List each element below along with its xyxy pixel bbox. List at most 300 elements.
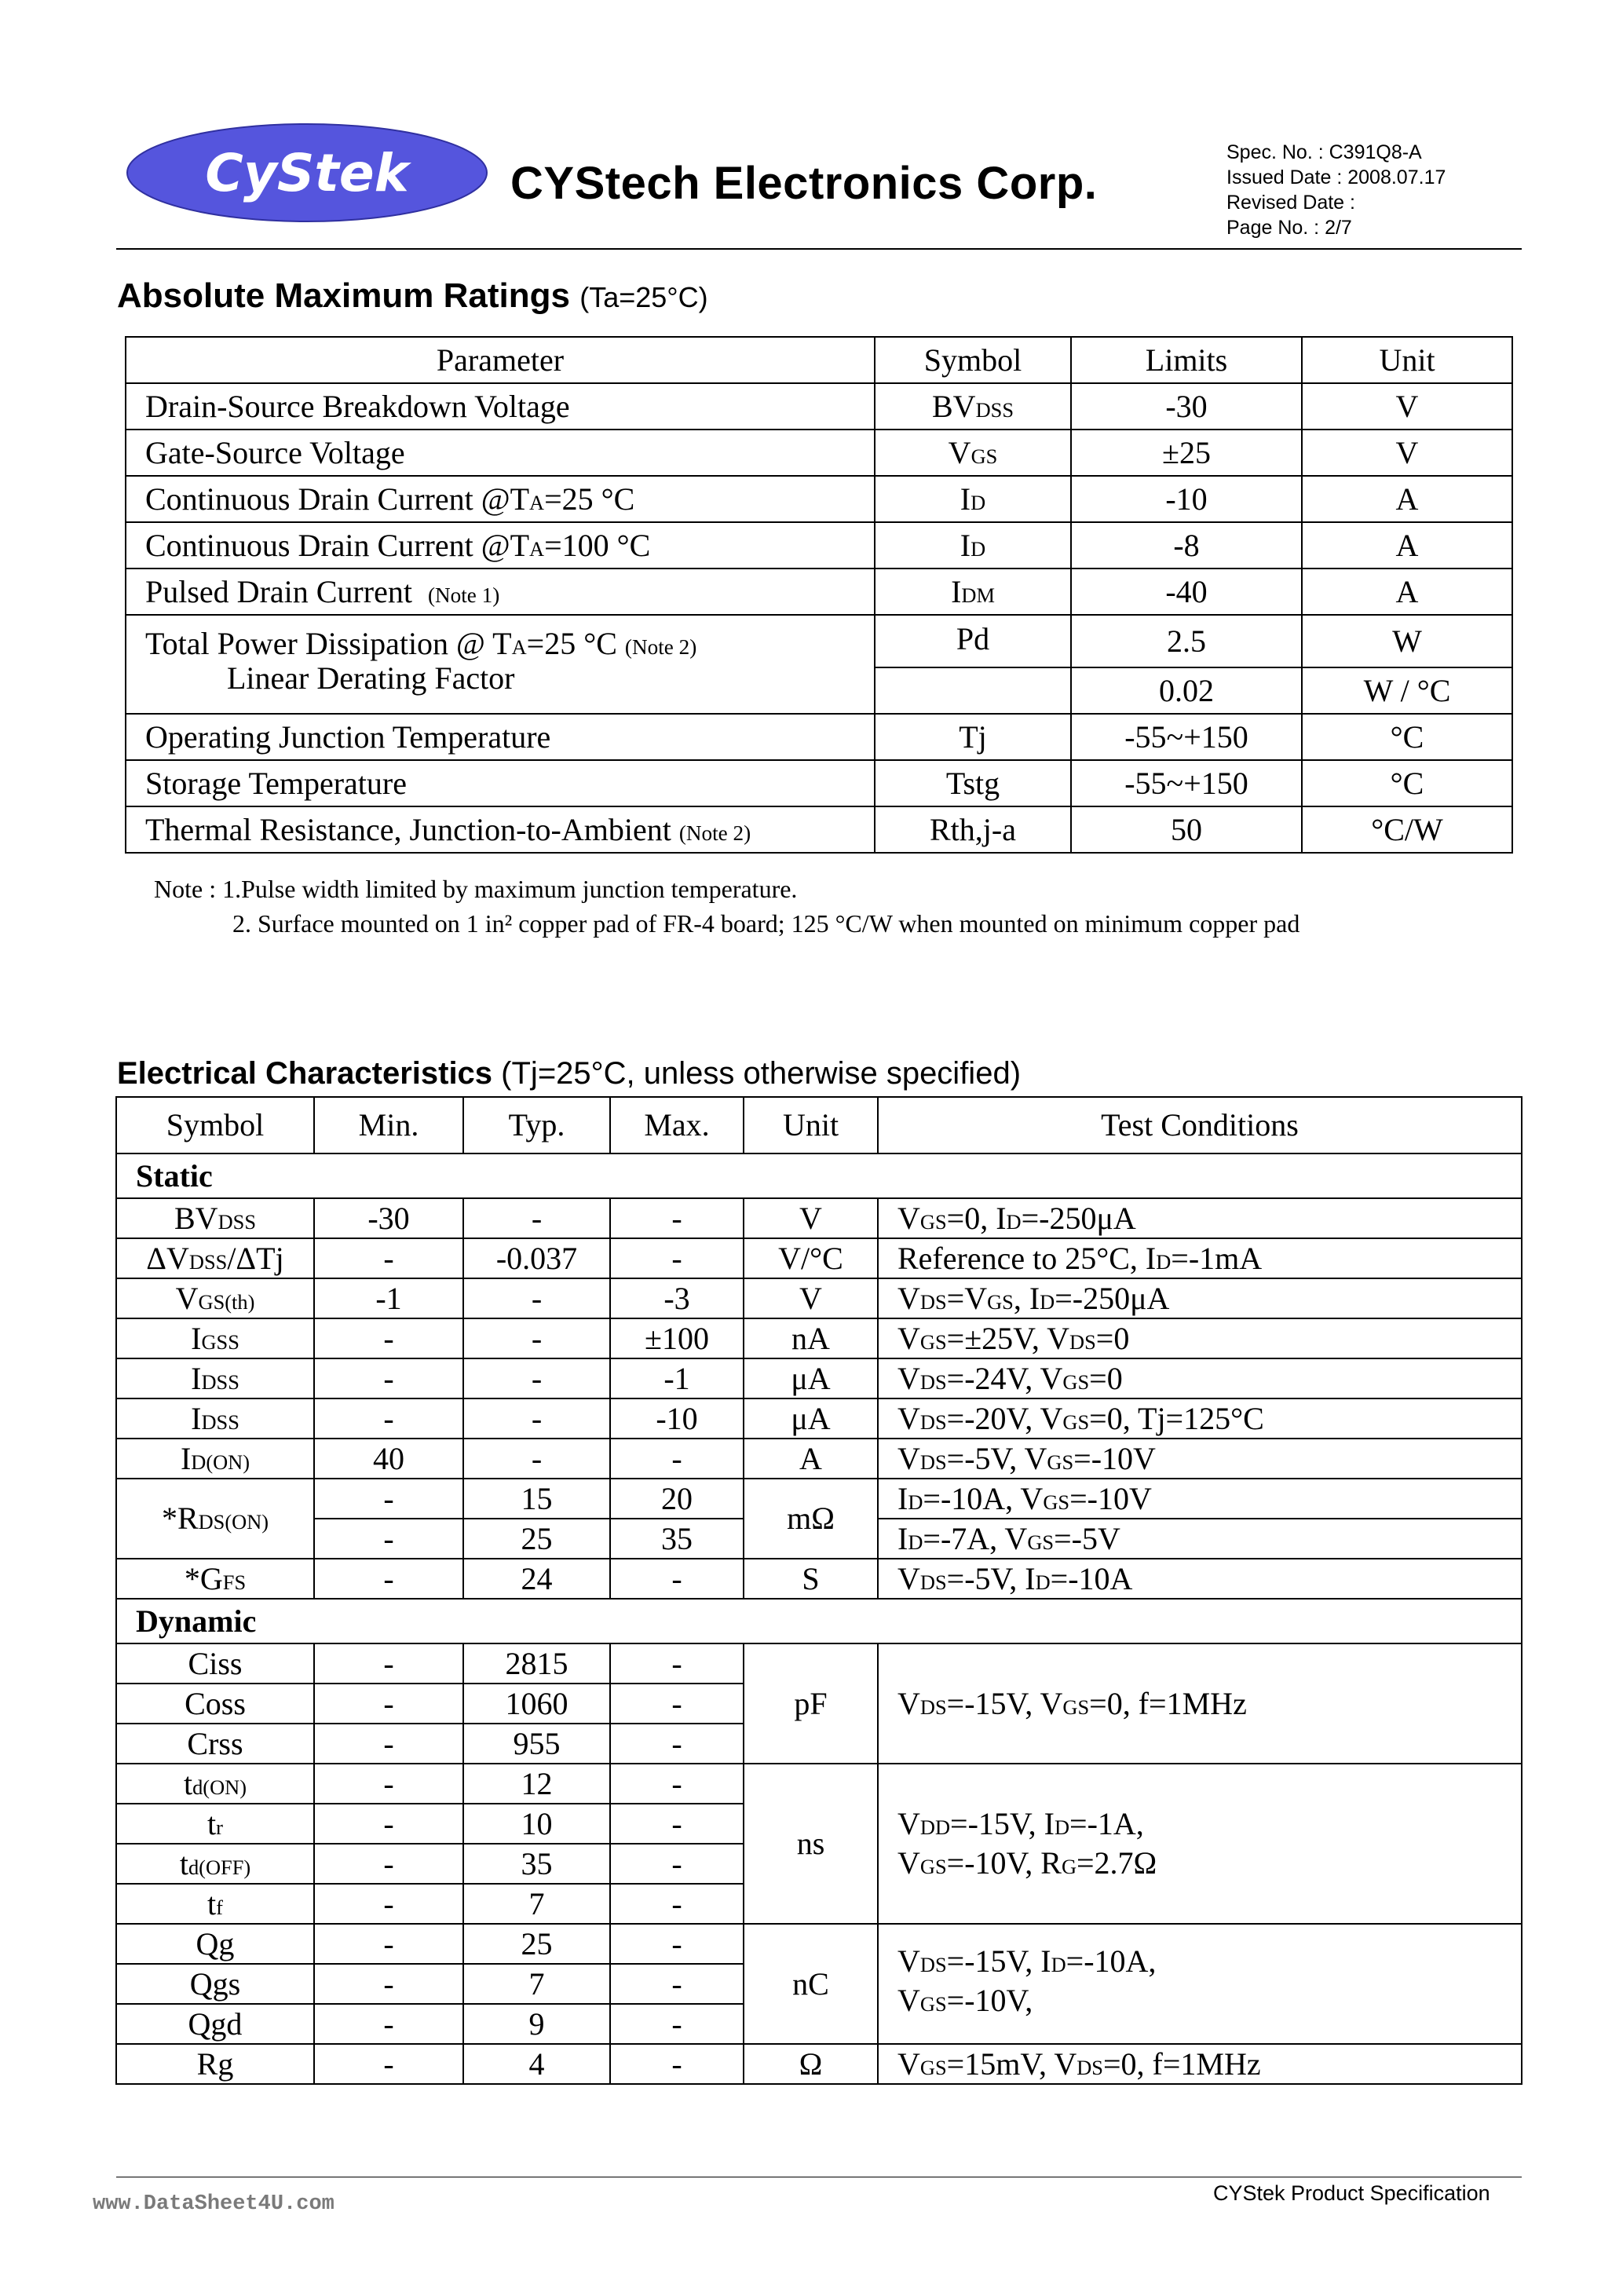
cond-sub: DS bbox=[919, 1570, 947, 1594]
header-divider bbox=[116, 248, 1522, 250]
typ-cell: 12 bbox=[463, 1764, 610, 1804]
max-cell: - bbox=[610, 2044, 744, 2084]
cond-text: I bbox=[897, 1520, 908, 1556]
symbol-sub: DSS bbox=[975, 397, 1014, 422]
min-cell: - bbox=[314, 1764, 463, 1804]
symbol-cell bbox=[875, 476, 1071, 522]
symbol-sub: D bbox=[971, 536, 986, 561]
cond-text: =-10V bbox=[1073, 1440, 1156, 1476]
absolute-max-ratings-table bbox=[125, 336, 1513, 854]
typ-cell: -0.037 bbox=[463, 1238, 610, 1278]
cond-text: =-7A, V bbox=[923, 1520, 1028, 1556]
table-header-row bbox=[116, 1097, 1522, 1153]
param-text: Total Power Dissipation @ T bbox=[145, 626, 512, 661]
table-row bbox=[126, 714, 1512, 760]
max-cell: - bbox=[610, 1198, 744, 1238]
unit-cell: ns bbox=[744, 1764, 878, 1924]
cond-text: =-20V, V bbox=[946, 1400, 1063, 1436]
limit-cell: -10 bbox=[1071, 476, 1302, 522]
table-row bbox=[116, 1238, 1522, 1278]
symbol-sub: D bbox=[971, 490, 986, 514]
min-cell: - bbox=[314, 2004, 463, 2044]
typ-cell: - bbox=[463, 1318, 610, 1358]
cond-text: =0, f=1MHz bbox=[1102, 2046, 1261, 2082]
symbol-cell bbox=[116, 1559, 314, 1599]
condition-cell bbox=[878, 1439, 1522, 1479]
symbol-cell: Qg bbox=[116, 1924, 314, 1964]
condition-cell bbox=[878, 1278, 1522, 1318]
cond-text: =-10A bbox=[1050, 1560, 1133, 1596]
max-cell: - bbox=[610, 1439, 744, 1479]
unit-cell: °C bbox=[1302, 760, 1512, 806]
limit-cell: -55~+150 bbox=[1071, 714, 1302, 760]
unit-cell: μA bbox=[744, 1398, 878, 1439]
cond-sub: DS bbox=[1077, 2055, 1103, 2079]
cond-text: V bbox=[897, 1560, 920, 1596]
table-row bbox=[126, 383, 1512, 430]
table-row bbox=[126, 806, 1512, 853]
cond-sub: DS bbox=[919, 1695, 947, 1719]
symbol-cell bbox=[116, 1358, 314, 1398]
cond-text: =-15V, I bbox=[950, 1806, 1055, 1841]
min-cell: - bbox=[314, 1519, 463, 1559]
page-no: Page No. : 2/7 bbox=[1226, 217, 1352, 239]
cond-text: =-250μA bbox=[1021, 1200, 1136, 1236]
cond-line bbox=[897, 1981, 1521, 2020]
table-row bbox=[126, 476, 1512, 522]
symbol-cell: Tj bbox=[875, 714, 1071, 760]
symbol-sub: D(ON) bbox=[191, 1450, 250, 1474]
param-text: =25 °C bbox=[544, 481, 635, 517]
typ-cell: 4 bbox=[463, 2044, 610, 2084]
unit-cell: V bbox=[1302, 430, 1512, 476]
cond-text: =-10V bbox=[1069, 1480, 1152, 1516]
table-row bbox=[116, 1439, 1522, 1479]
table-row bbox=[126, 569, 1512, 615]
typ-cell: 25 bbox=[463, 1924, 610, 1964]
cond-text: V bbox=[897, 1983, 920, 2018]
param-cell bbox=[126, 806, 875, 853]
cond-sub: GS bbox=[1062, 1695, 1090, 1719]
cond-text: Reference to 25°C, I bbox=[897, 1240, 1157, 1276]
condition-cell bbox=[878, 1559, 1522, 1599]
unit-cell: μA bbox=[744, 1358, 878, 1398]
limit-cell: -8 bbox=[1071, 522, 1302, 569]
unit-cell: S bbox=[744, 1559, 878, 1599]
symbol-sub: f bbox=[216, 1895, 223, 1919]
unit-cell: V bbox=[744, 1278, 878, 1318]
cond-text: =-10V, R bbox=[946, 1845, 1062, 1881]
cond-text: =0, Tj=125°C bbox=[1089, 1400, 1264, 1436]
cond-text: =-10V, bbox=[946, 1983, 1033, 2018]
param-line: Linear Derating Factor bbox=[227, 660, 515, 696]
cond-sub: DS bbox=[919, 1953, 947, 1976]
cond-text: =-5V bbox=[1054, 1520, 1120, 1556]
symbol: V bbox=[175, 1280, 199, 1316]
cond-text: V bbox=[897, 1806, 920, 1841]
cond-sub: D bbox=[1156, 1249, 1172, 1274]
symbol: I bbox=[191, 1360, 202, 1396]
condition-cell bbox=[878, 1519, 1522, 1559]
unit-cell: Ω bbox=[744, 2044, 878, 2084]
max-cell: - bbox=[610, 1884, 744, 1924]
cond-text: V bbox=[897, 1400, 920, 1436]
cond-text: =0, f=1MHz bbox=[1089, 1685, 1247, 1721]
cond-sub: D bbox=[908, 1490, 923, 1514]
min-cell: - bbox=[314, 1358, 463, 1398]
cond-text: =-10A, bbox=[1066, 1943, 1157, 1979]
min-cell: - bbox=[314, 1398, 463, 1439]
table-row bbox=[126, 522, 1512, 569]
unit-cell: A bbox=[744, 1439, 878, 1479]
col-header: Limits bbox=[1071, 337, 1302, 383]
param-text: Thermal Resistance, Junction-to-Ambient bbox=[145, 811, 671, 847]
table-row bbox=[126, 430, 1512, 476]
cond-text: V bbox=[897, 1200, 920, 1236]
max-cell: - bbox=[610, 1964, 744, 2004]
symbol-cell bbox=[116, 1198, 314, 1238]
cond-sub: D bbox=[1051, 1953, 1066, 1976]
condition-cell bbox=[878, 1198, 1522, 1238]
symbol-cell: Ciss bbox=[116, 1643, 314, 1684]
table-row bbox=[116, 1924, 1522, 1964]
min-cell: - bbox=[314, 1559, 463, 1599]
cond-text: =15mV, V bbox=[946, 2046, 1077, 2082]
note-ref: (Note 2) bbox=[678, 821, 751, 845]
cond-text: V bbox=[897, 1845, 920, 1881]
symbol: I bbox=[191, 1400, 202, 1436]
symbol-sub: r bbox=[216, 1815, 223, 1839]
cond-line bbox=[897, 1844, 1521, 1883]
symbol-sub: DM bbox=[961, 583, 995, 607]
col-header: Test Conditions bbox=[878, 1097, 1522, 1153]
symbol: I bbox=[180, 1440, 192, 1476]
typ-cell: 24 bbox=[463, 1559, 610, 1599]
max-cell: - bbox=[610, 1684, 744, 1724]
cond-line bbox=[897, 1942, 1521, 1981]
min-cell: - bbox=[314, 1964, 463, 2004]
cond-text: =-24V, V bbox=[946, 1360, 1063, 1396]
table-row bbox=[116, 1559, 1522, 1599]
unit-cell: pF bbox=[744, 1643, 878, 1764]
spec-block bbox=[1226, 140, 1446, 240]
limit-cell: 2.5 bbox=[1071, 615, 1302, 667]
condition-cell bbox=[878, 1358, 1522, 1398]
cond-sub: DS bbox=[919, 1409, 947, 1434]
condition-cell bbox=[878, 1764, 1522, 1924]
max-cell: - bbox=[610, 1559, 744, 1599]
typ-cell: 7 bbox=[463, 1884, 610, 1924]
unit-cell: A bbox=[1302, 476, 1512, 522]
param-cell: Gate-Source Voltage bbox=[126, 430, 875, 476]
min-cell: - bbox=[314, 1238, 463, 1278]
footer-watermark: www.DataSheet4U.com bbox=[93, 2192, 334, 2216]
symbol-sub: DSS bbox=[217, 1209, 256, 1234]
param-cell bbox=[126, 615, 875, 714]
min-cell: - bbox=[314, 1479, 463, 1519]
revised-date: Revised Date : bbox=[1226, 192, 1355, 214]
symbol: /ΔTj bbox=[227, 1240, 284, 1276]
cond-sub: DD bbox=[919, 1815, 951, 1839]
symbol-sub: GS(th) bbox=[198, 1289, 255, 1314]
typ-cell: 25 bbox=[463, 1519, 610, 1559]
cond-sub: GS bbox=[919, 1855, 947, 1878]
cond-sub: D bbox=[1040, 1289, 1055, 1314]
symbol-cell: Coss bbox=[116, 1684, 314, 1724]
cond-text: V bbox=[897, 1440, 920, 1476]
col-header: Symbol bbox=[116, 1097, 314, 1153]
symbol: I bbox=[951, 573, 962, 609]
min-cell: - bbox=[314, 1684, 463, 1724]
symbol-cell bbox=[116, 1398, 314, 1439]
param-sub: A bbox=[529, 490, 545, 514]
symbol-cell: Qgs bbox=[116, 1964, 314, 2004]
symbol-cell bbox=[116, 1479, 314, 1559]
symbol: t bbox=[179, 1845, 188, 1881]
symbol-cell bbox=[875, 569, 1071, 615]
unit-cell: mΩ bbox=[744, 1479, 878, 1559]
symbol-cell: Rg bbox=[116, 2044, 314, 2084]
cond-text: V bbox=[897, 1943, 920, 1979]
cond-sub: D bbox=[908, 1530, 923, 1554]
symbol-sub: DSS bbox=[188, 1249, 228, 1274]
unit-cell: A bbox=[1302, 522, 1512, 569]
max-cell: -3 bbox=[610, 1278, 744, 1318]
ec-condition: (Tj=25°C, unless otherwise specified) bbox=[501, 1056, 1022, 1091]
unit-cell: W / °C bbox=[1302, 667, 1512, 714]
symbol-sub: DSS bbox=[201, 1409, 239, 1434]
symbol-sub: DS(ON) bbox=[198, 1510, 269, 1534]
min-cell: 40 bbox=[314, 1439, 463, 1479]
symbol: I bbox=[960, 527, 971, 563]
symbol: *G bbox=[184, 1560, 223, 1596]
cond-sub: GS bbox=[919, 1209, 947, 1234]
ec-title bbox=[117, 1056, 1021, 1091]
limit-cell: -55~+150 bbox=[1071, 760, 1302, 806]
cond-text: =-5V, V bbox=[946, 1440, 1047, 1476]
cond-text: V bbox=[897, 1320, 920, 1356]
min-cell: - bbox=[314, 1643, 463, 1684]
cond-text: =0 bbox=[1095, 1320, 1130, 1356]
limit-cell: 50 bbox=[1071, 806, 1302, 853]
group-row bbox=[116, 1153, 1522, 1198]
footer-spec: CYStek Product Specification bbox=[1213, 2181, 1490, 2205]
symbol-cell bbox=[116, 1764, 314, 1804]
company-logo bbox=[124, 122, 490, 224]
note-2: 2. Surface mounted on 1 in² copper pad of FR-4 board; 125 °C/W when mounted on minimum copper pad bbox=[232, 909, 1300, 938]
cond-text: =-15V, V bbox=[946, 1685, 1063, 1721]
typ-cell: 7 bbox=[463, 1964, 610, 2004]
min-cell: - bbox=[314, 1844, 463, 1884]
unit-cell: V bbox=[744, 1198, 878, 1238]
unit-cell: V bbox=[1302, 383, 1512, 430]
cond-text: =-15V, I bbox=[946, 1943, 1051, 1979]
condition-cell bbox=[878, 1643, 1522, 1764]
param-text: =25 °C bbox=[526, 626, 617, 661]
symbol-cell: Tstg bbox=[875, 760, 1071, 806]
typ-cell: - bbox=[463, 1439, 610, 1479]
cond-sub: GS bbox=[1027, 1530, 1055, 1554]
max-cell: - bbox=[610, 1238, 744, 1278]
cond-sub: GS bbox=[919, 1329, 947, 1354]
min-cell: - bbox=[314, 1884, 463, 1924]
cond-text: =-250μA bbox=[1055, 1280, 1170, 1316]
condition-cell bbox=[878, 1479, 1522, 1519]
cond-sub: GS bbox=[987, 1289, 1014, 1314]
symbol-sub: GS bbox=[971, 444, 998, 468]
table-row bbox=[116, 1398, 1522, 1439]
symbol: *R bbox=[161, 1501, 199, 1536]
symbol-cell bbox=[116, 1804, 314, 1844]
max-cell: 20 bbox=[610, 1479, 744, 1519]
cond-sub: G bbox=[1061, 1855, 1077, 1878]
ec-title-text: Electrical Characteristics bbox=[117, 1056, 493, 1091]
symbol: V bbox=[948, 434, 971, 470]
unit-cell: W bbox=[1302, 615, 1512, 667]
col-header: Parameter bbox=[126, 337, 875, 383]
symbol-cell bbox=[875, 667, 1071, 714]
typ-cell: 2815 bbox=[463, 1643, 610, 1684]
typ-cell: - bbox=[463, 1358, 610, 1398]
col-header: Max. bbox=[610, 1097, 744, 1153]
cond-sub: DS bbox=[1069, 1329, 1096, 1354]
max-cell: ±100 bbox=[610, 1318, 744, 1358]
group-row bbox=[116, 1599, 1522, 1643]
symbol-sub: FS bbox=[222, 1570, 247, 1594]
table-row bbox=[116, 1198, 1522, 1238]
condition-cell bbox=[878, 1238, 1522, 1278]
symbol: ΔV bbox=[146, 1240, 189, 1276]
cond-sub: D bbox=[1035, 1570, 1051, 1594]
cond-text: V bbox=[897, 2046, 920, 2082]
condition-cell bbox=[878, 2044, 1522, 2084]
cond-sub: GS bbox=[919, 2055, 947, 2079]
symbol-cell: Qgd bbox=[116, 2004, 314, 2044]
logo-text: CyStek bbox=[205, 143, 409, 203]
note-ref: (Note 1) bbox=[427, 583, 500, 607]
table-row bbox=[116, 2044, 1522, 2084]
cond-sub: DS bbox=[919, 1369, 947, 1394]
typ-cell: 15 bbox=[463, 1479, 610, 1519]
amr-title-text: Absolute Maximum Ratings bbox=[117, 276, 570, 315]
max-cell: - bbox=[610, 1804, 744, 1844]
table-row bbox=[116, 1278, 1522, 1318]
max-cell: -10 bbox=[610, 1398, 744, 1439]
param-text: Continuous Drain Current @T bbox=[145, 527, 530, 563]
typ-cell: - bbox=[463, 1198, 610, 1238]
cond-sub: DS bbox=[919, 1450, 947, 1474]
spec-no: Spec. No. : C391Q8-A bbox=[1226, 141, 1422, 163]
cond-sub: GS bbox=[1047, 1450, 1074, 1474]
limit-cell: ±25 bbox=[1071, 430, 1302, 476]
table-row bbox=[126, 760, 1512, 806]
cond-text: =V bbox=[946, 1280, 988, 1316]
min-cell: - bbox=[314, 2044, 463, 2084]
cond-text: =±25V, V bbox=[946, 1320, 1070, 1356]
cond-text: , I bbox=[1013, 1280, 1040, 1316]
min-cell: - bbox=[314, 1924, 463, 1964]
param-cell: Operating Junction Temperature bbox=[126, 714, 875, 760]
symbol-sub: d(ON) bbox=[192, 1775, 247, 1799]
param-cell: Storage Temperature bbox=[126, 760, 875, 806]
note-ref: (Note 2) bbox=[624, 635, 697, 659]
amr-condition: (Ta=25°C) bbox=[579, 281, 708, 313]
symbol: BV bbox=[932, 388, 976, 424]
symbol-cell bbox=[116, 1278, 314, 1318]
symbol-cell bbox=[875, 430, 1071, 476]
col-header: Typ. bbox=[463, 1097, 610, 1153]
company-name: CYStech Electronics Corp. bbox=[510, 158, 1098, 209]
unit-cell: °C/W bbox=[1302, 806, 1512, 853]
param-text: Pulsed Drain Current bbox=[145, 573, 412, 609]
symbol-sub: GSS bbox=[201, 1329, 239, 1354]
cond-text: I bbox=[897, 1480, 908, 1516]
min-cell: -1 bbox=[314, 1278, 463, 1318]
col-header: Unit bbox=[1302, 337, 1512, 383]
max-cell: - bbox=[610, 1924, 744, 1964]
param-cell bbox=[126, 476, 875, 522]
cond-text: =2.7Ω bbox=[1077, 1845, 1157, 1881]
min-cell: - bbox=[314, 1804, 463, 1844]
typ-cell: 35 bbox=[463, 1844, 610, 1884]
table-row bbox=[116, 1479, 1522, 1519]
typ-cell: 9 bbox=[463, 2004, 610, 2044]
param-text: =100 °C bbox=[544, 527, 651, 563]
typ-cell: 1060 bbox=[463, 1684, 610, 1724]
cond-text: =-10A, V bbox=[923, 1480, 1044, 1516]
table-row bbox=[116, 1764, 1522, 1804]
table-row bbox=[126, 615, 1512, 667]
typ-cell: - bbox=[463, 1398, 610, 1439]
param-cell: Drain-Source Breakdown Voltage bbox=[126, 383, 875, 430]
cond-line bbox=[897, 1804, 1521, 1844]
table-header-row bbox=[126, 337, 1512, 383]
typ-cell: - bbox=[463, 1278, 610, 1318]
max-cell: - bbox=[610, 1844, 744, 1884]
symbol: t bbox=[207, 1885, 217, 1921]
typ-cell: 10 bbox=[463, 1804, 610, 1844]
symbol-cell bbox=[875, 383, 1071, 430]
cond-text: V bbox=[897, 1360, 920, 1396]
cond-text: =0 bbox=[1089, 1360, 1123, 1396]
notes bbox=[154, 872, 1299, 941]
cond-text: =-5V, I bbox=[946, 1560, 1036, 1596]
cond-sub: D bbox=[1054, 1815, 1070, 1839]
limit-cell: -30 bbox=[1071, 383, 1302, 430]
unit-cell: V/°C bbox=[744, 1238, 878, 1278]
symbol-cell bbox=[116, 1439, 314, 1479]
symbol-cell: Crss bbox=[116, 1724, 314, 1764]
param-sub: A bbox=[511, 635, 527, 659]
issued-date: Issued Date : 2008.07.17 bbox=[1226, 166, 1446, 188]
cond-sub: GS bbox=[1062, 1369, 1090, 1394]
param-line bbox=[145, 627, 874, 661]
col-header: Symbol bbox=[875, 337, 1071, 383]
col-header: Min. bbox=[314, 1097, 463, 1153]
symbol: I bbox=[191, 1320, 202, 1356]
symbol-cell bbox=[875, 522, 1071, 569]
max-cell: - bbox=[610, 1764, 744, 1804]
unit-cell: °C bbox=[1302, 714, 1512, 760]
min-cell: -30 bbox=[314, 1198, 463, 1238]
min-cell: - bbox=[314, 1724, 463, 1764]
unit-cell: nC bbox=[744, 1924, 878, 2044]
limit-cell: -40 bbox=[1071, 569, 1302, 615]
symbol: I bbox=[960, 481, 971, 517]
dynamic-label: Dynamic bbox=[116, 1599, 1522, 1643]
cond-text: =-1mA bbox=[1171, 1240, 1263, 1276]
param-cell bbox=[126, 522, 875, 569]
